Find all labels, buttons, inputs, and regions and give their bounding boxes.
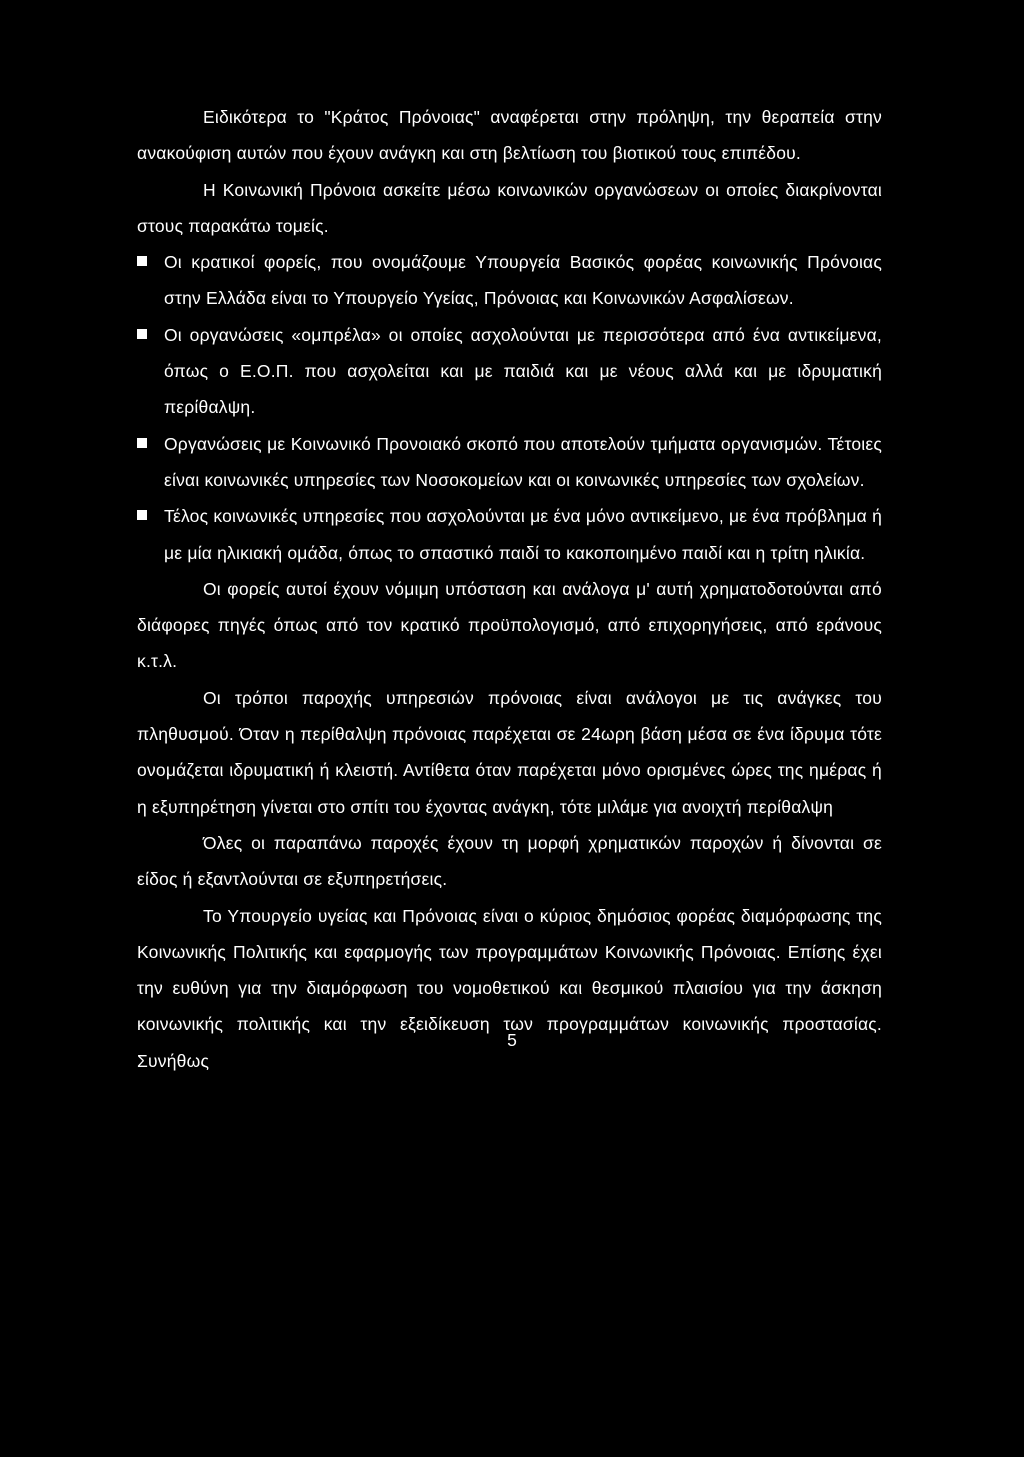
list-item-text: Οι κρατικοί φορείς, που ονομάζουμε Υπουργεία Βασικός φορέας κοινωνικής Πρόνοιας στην Ελλάδα είναι το Υπουργείο Υγείας, Πρόνοιας και Κοινωνικών Ασφαλίσεων.	[164, 252, 882, 309]
list-item-text: Οργανώσεις με Κοινωνικό Προνοιακό σκοπό που αποτελούν τμήματα οργανισμών. Τέτοιες είναι κοινωνικές υπηρεσίες των Νοσοκομείων και οι κοινωνικές υπηρεσίες των σχολείων.	[164, 433, 882, 490]
list-item	[137, 317, 882, 426]
paragraph-ministry-role: Το Υπουργείο υγείας και Πρόνοιας είναι ο κύριος δημόσιος φορέας διαμόρφωσης της Κοινωνικής Πολιτικής και εφαρμογής των προγραμμάτων Κοινωνικής Πρόνοιας. Επίσης έχει την ευθύνη για την διαμόρφωση του νομοθετικού και θεσμικού πλαισίου για την άσκηση κοινωνικής πολιτικής και την εξειδίκευση των προγραμμάτων κοινωνικής προστασίας. Συνήθως	[137, 905, 882, 1071]
paragraph-service-modes: Οι τρόποι παροχής υπηρεσιών πρόνοιας είναι ανάλογοι με τις ανάγκες του πληθυσμού. Όταν η περίθαλψη πρόνοιας παρέχεται σε 24ωρη βάση μέσα σε ένα ίδρυμα τότε ονομάζεται ιδρυματική ή κλειστή. Αντίθετα όταν παρέχεται μόνο ορισμένες ώρες της ημέρας ή η εξυπηρέτηση γίνεται στο σπίτι του έχοντας ανάγκη, τότε μιλάμε για ανοιχτή περίθαλψη	[137, 687, 882, 817]
list-item-text: Τέλος κοινωνικές υπηρεσίες που ασχολούνται με ένα μόνο αντικείμενο, με ένα πρόβλημα ή με μία ηλικιακή ομάδα, όπως το σπαστικό παιδί το κακοποιημένο παιδί και η τρίτη ηλικία.	[164, 506, 882, 563]
paragraph-welfare-state: Ειδικότερα το "Κράτος Πρόνοιας" αναφέρεται στην πρόληψη, την θεραπεία στην ανακούφιση αυτών που έχουν ανάγκη και στη βελτίωση του βιοτικού τους επιπέδου.	[137, 107, 882, 164]
list-item	[137, 498, 882, 571]
document-body	[137, 99, 882, 1079]
square-bullet-icon	[137, 438, 147, 448]
paragraph-funding: Οι φορείς αυτοί έχουν νόμιμη υπόσταση και ανάλογα μ' αυτή χρηματοδοτούνται από διάφορες πηγές όπως από τον κρατικό προϋπολογισμό, από επιχορηγήσεις, από εράνους κ.τ.λ.	[137, 578, 882, 672]
list-item-text: Οι οργανώσεις «ομπρέλα» οι οποίες ασχολούνται με περισσότερα από ένα αντικείμενα, όπως ο Ε.Ο.Π. που ασχολείται και με παιδιά και με νέους αλλά και με ιδρυματική περίθαλψη.	[164, 324, 882, 418]
list-item	[137, 426, 882, 499]
square-bullet-icon	[137, 329, 147, 339]
square-bullet-icon	[137, 256, 147, 266]
list-item	[137, 244, 882, 317]
page-number: 5	[507, 1030, 517, 1050]
paragraph-social-welfare-sectors: Η Κοινωνική Πρόνοια ασκείτε μέσω κοινωνικών οργανώσεων οι οποίες διακρίνονται στους παρακάτω τομείς.	[137, 179, 882, 236]
square-bullet-icon	[137, 510, 147, 520]
paragraph-benefit-forms: Όλες οι παραπάνω παροχές έχουν τη μορφή χρηματικών παροχών ή δίνονται σε είδος ή εξαντλούνται σε εξυπηρετήσεις.	[137, 832, 882, 890]
